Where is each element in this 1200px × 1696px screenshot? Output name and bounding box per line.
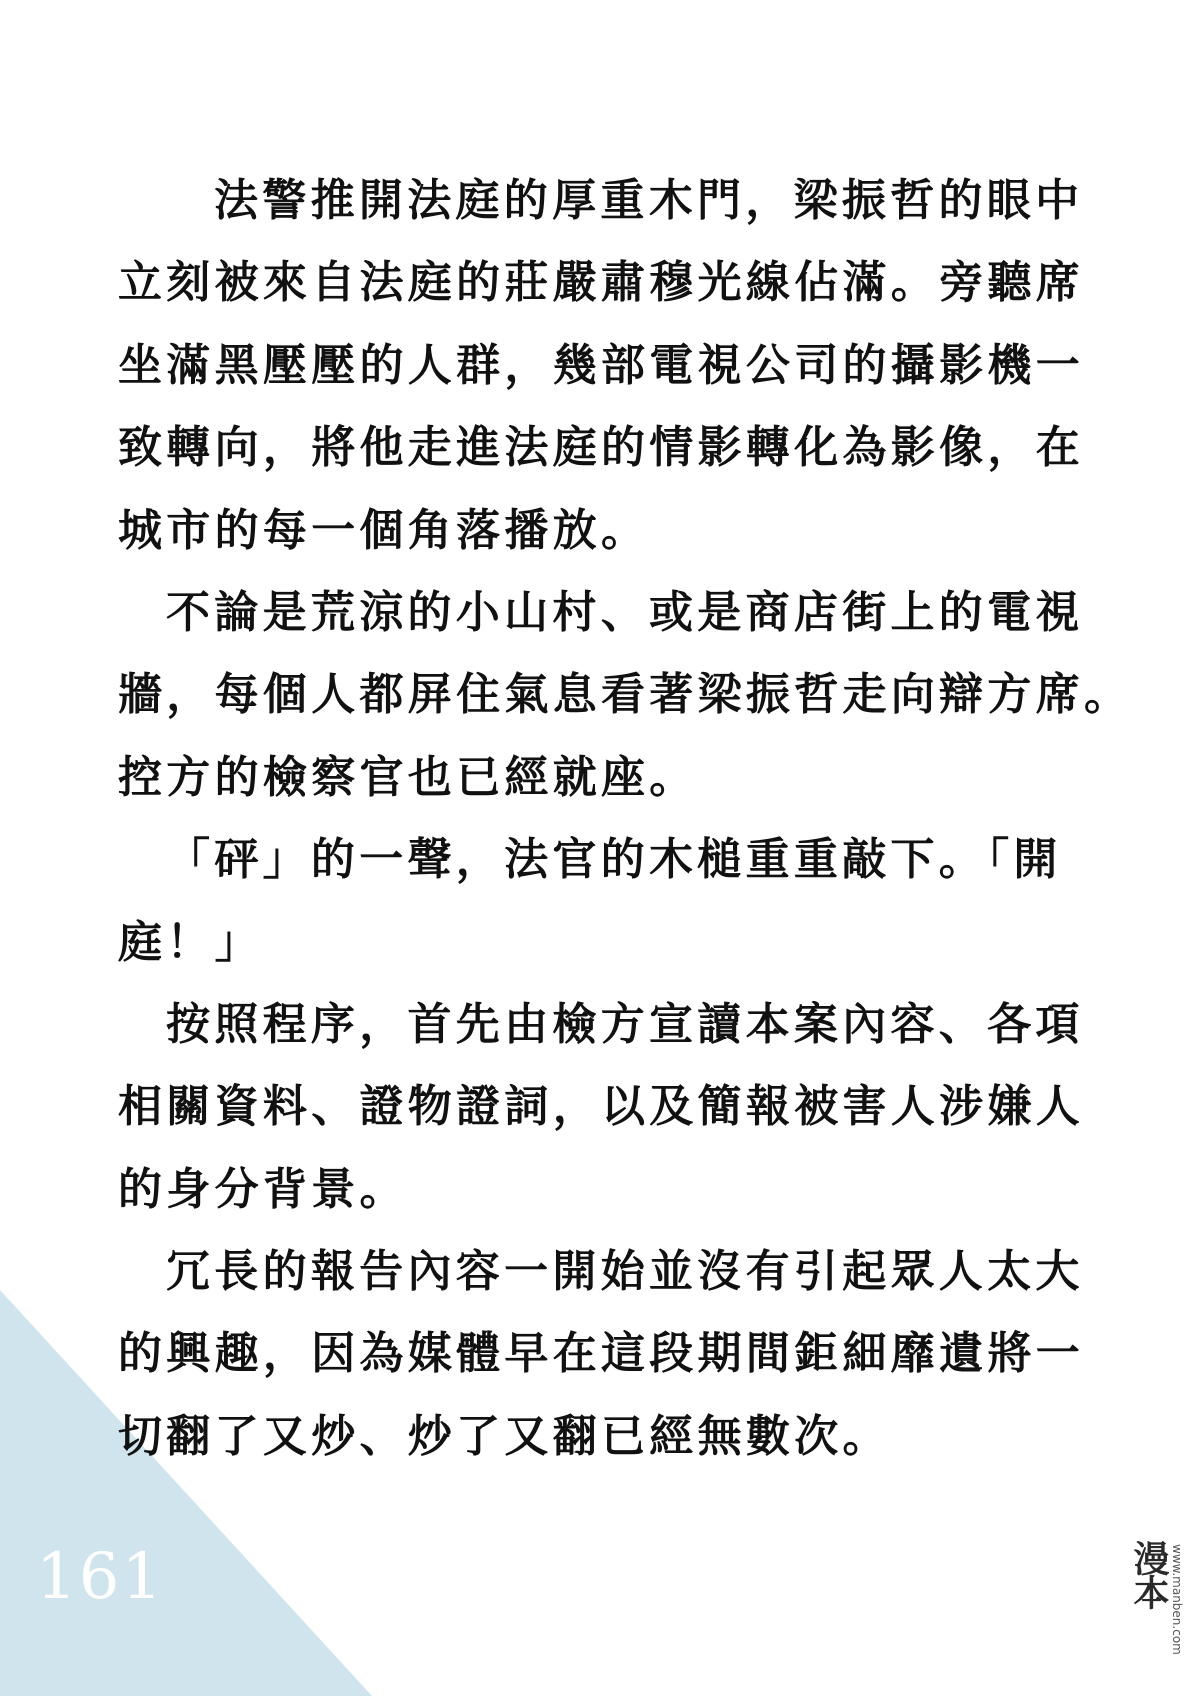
text-line: 的興趣，因為媒體早在這段期間鉅細靡遺將一: [118, 1328, 1084, 1380]
watermark-brand: 漫本: [1128, 1540, 1169, 1608]
text-line: 致轉向，將他走進法庭的情影轉化為影像，在: [118, 422, 1084, 474]
page-number: 161: [36, 1540, 165, 1614]
text-line: 相關資料、證物證詞，以及簡報被害人涉嫌人: [118, 1081, 1084, 1133]
text-line: 牆，每個人都屏住氣息看著梁振哲走向辯方席。: [118, 669, 1133, 721]
text-line: 不論是荒涼的小山村、或是商店街上的電視: [166, 586, 1084, 638]
text-line: 控方的檢察官也已經就座。: [118, 751, 698, 803]
text-line: 冗長的報告內容一開始並沒有引起眾人太大: [166, 1246, 1084, 1298]
body-text: [118, 160, 1133, 1478]
text-line: 法警推開法庭的厚重木門，梁振哲的眼中: [214, 175, 1084, 226]
text-line: 的身分背景。: [118, 1163, 408, 1215]
watermark-logo: [1128, 1540, 1192, 1688]
watermark-url: www.manben.com: [1170, 1544, 1184, 1655]
text-line: 城市的每一個角落播放。: [118, 504, 650, 556]
text-line: 庭！」: [118, 916, 263, 968]
text-line: 坐滿黑壓壓的人群，幾部電視公司的攝影機一: [118, 339, 1084, 391]
text-line: 立刻被來自法庭的莊嚴肅穆光線佔滿。旁聽席: [118, 257, 1084, 309]
text-line: 切翻了又炒、炒了又翻已經無數次。: [118, 1410, 891, 1462]
text-line: 「砰」的一聲，法官的木槌重重敲下。「開: [166, 834, 1062, 886]
text-line: 按照程序，首先由檢方宣讀本案內容、各項: [166, 998, 1084, 1050]
